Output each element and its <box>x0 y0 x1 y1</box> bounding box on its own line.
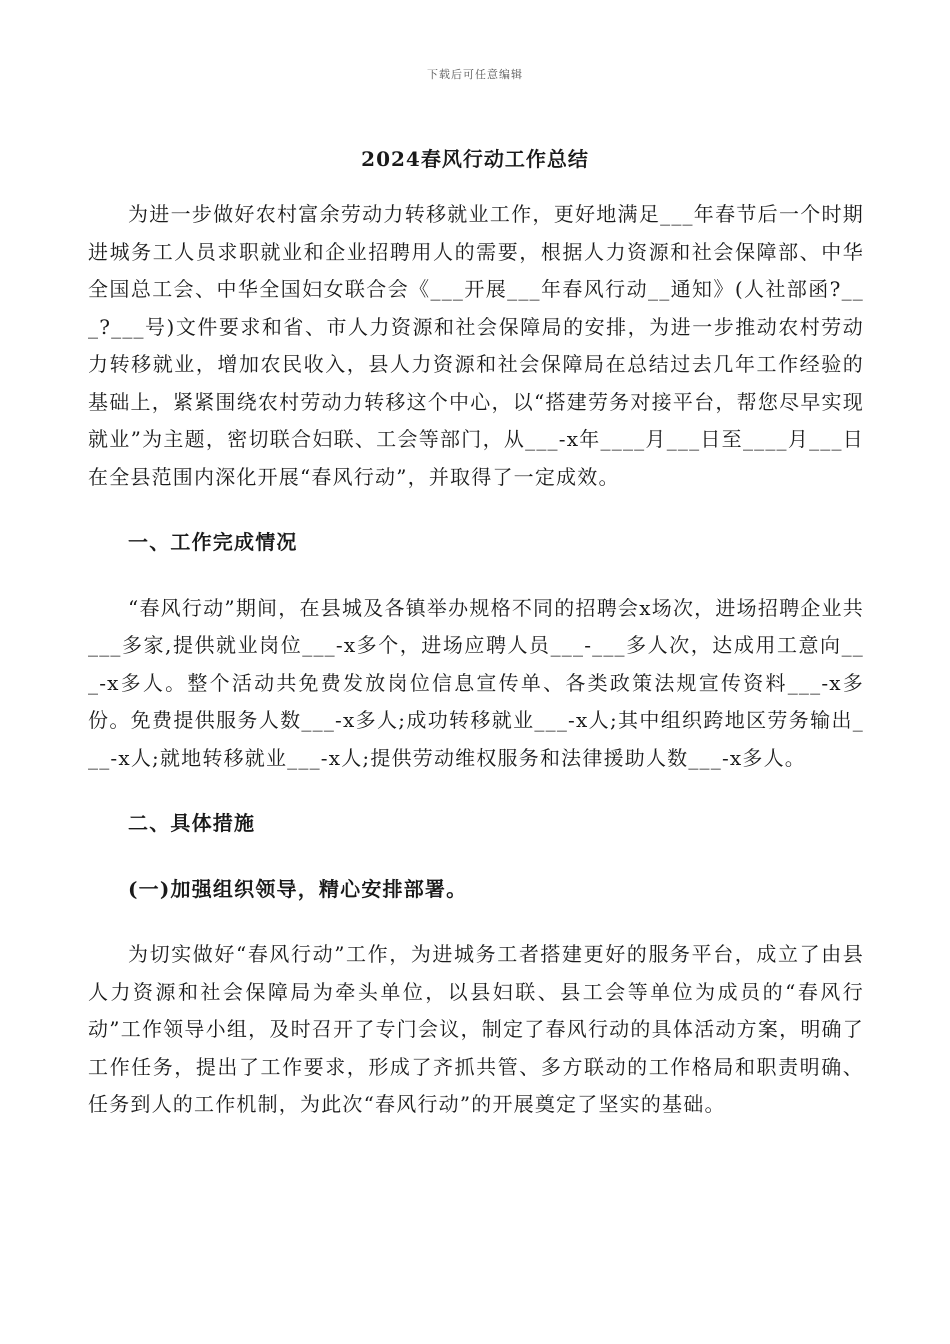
document-title: 2024春风行动工作总结 <box>361 147 589 171</box>
intro-paragraph: 为进一步做好农村富余劳动力转移就业工作，更好地满足___年春节后一个时期进城务工人员求职就业和企业招聘用人的需要，根据人力资源和社会保障部、中华全国总工会、中华全国妇女联合会《___开展___年春风行动__通知》(人社部函?___?___号)文件要求和省、市人力资源和社会保障局的安排，为进一步推动农村劳动力转移就业，增加农民收入，县人力资源和社会保障局在总结过去几年工作经验的基础上，紧紧围绕农村劳动力转移这个中心，以“搭建劳务对接平台，帮您尽早实现就业”为主题，密切联合妇联、工会等部门，从___-x年____月___日至____月___日在全县范围内深化开展“春风行动”，并取得了一定成效。 <box>88 202 864 489</box>
header-note: 下载后可任意编辑 <box>427 68 523 81</box>
document-body <box>88 196 864 1152</box>
section-2-heading: 二、具体措施 <box>128 811 256 835</box>
section-2-sub-1-heading: (一)加强组织领导，精心安排部署。 <box>128 876 468 901</box>
section-1-paragraph: “春风行动”期间，在县城及各镇举办规格不同的招聘会x场次，进场招聘企业共___多家,提供就业岗位___-x多个，进场应聘人员___-___多人次，达成用工意向___-x多人。整个活动共免费发放岗位信息宣传单、各类政策法规宣传资料___-x多份。免费提供服务人数___-x多人;成功转移就业___-x人;其中组织跨地区劳务输出___-x人;就地转移就业___-x人;提供劳动维权服务和法律援助人数___-x多人。 <box>88 595 864 770</box>
section-1-heading: 一、工作完成情况 <box>128 530 298 554</box>
section-2-sub-1-paragraph: 为切实做好“春风行动”工作，为进城务工者搭建更好的服务平台，成立了由县人力资源和社会保障局为牵头单位，以县妇联、县工会等单位为成员的“春风行动”工作领导小组，及时召开了专门会议，制定了春风行动的具体活动方案，明确了工作任务，提出了工作要求，形成了齐抓共管、多方联动的工作格局和职责明确、任务到人的工作机制，为此次“春风行动”的开展奠定了坚实的基础。 <box>88 942 864 1116</box>
